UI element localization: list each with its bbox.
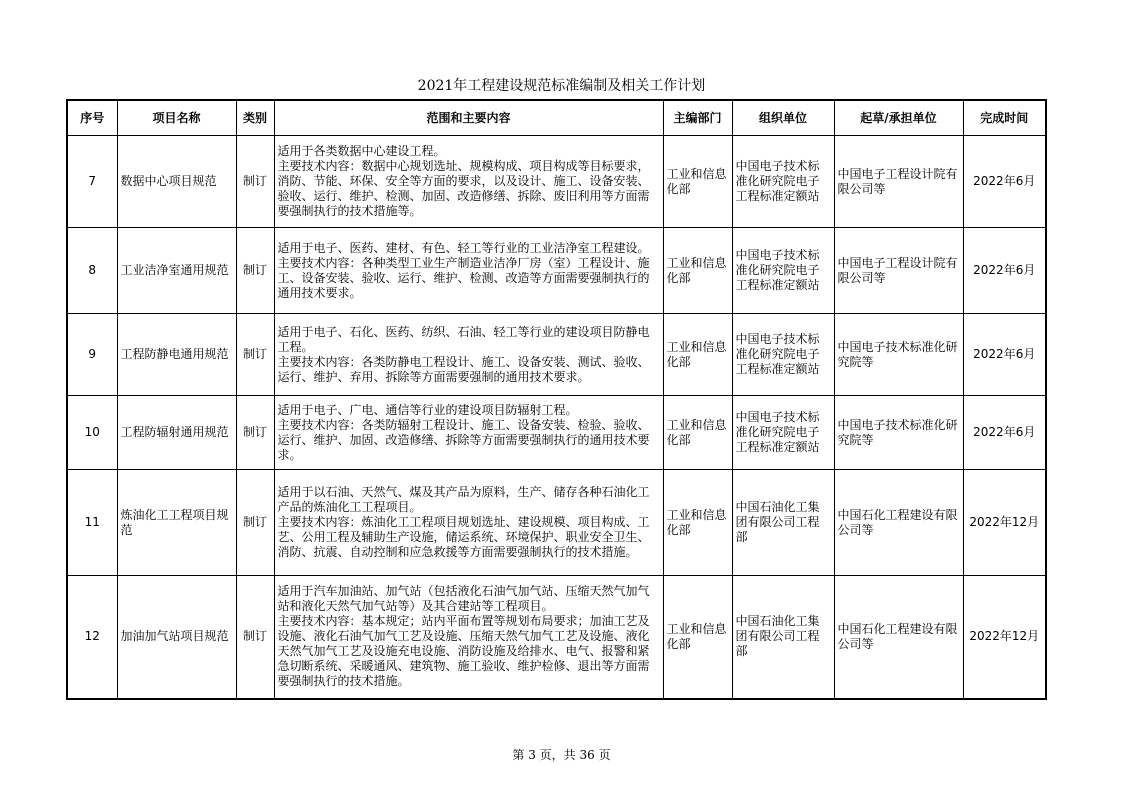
col-header-drafter: 起草/承担单位	[834, 100, 963, 136]
work-plan-table	[66, 99, 1047, 700]
cell-org: 中国电子技术标准化研究院电子工程标准定额站	[732, 228, 834, 314]
col-header-time: 完成时间	[963, 100, 1046, 136]
cell-dept: 工业和信息化部	[663, 470, 732, 576]
cell-seq: 10	[67, 396, 117, 470]
scope-technical-content: 主要技术内容：数据中心规划选址、规模构成、项目构成等目标要求，消防、节能、环保、安全等方面的要求，以及设计、施工、设备安装、验收、运行、维护、检测、加固、改造修缮、拆除、废旧利用等方面需要强制执行的技术措施等。	[277, 159, 650, 218]
cell-name: 工程防辐射通用规范	[117, 396, 236, 470]
col-header-scope: 范围和主要内容	[274, 100, 663, 136]
cell-drafter: 中国电子工程设计院有限公司等	[834, 228, 963, 314]
cell-drafter: 中国石化工程建设有限公司等	[834, 576, 963, 699]
scope-technical-content: 主要技术内容：各类防静电工程设计、施工、设备安装、测试、验收、运行、维护、弃用、拆除等方面需要强制的通用技术要求。	[277, 354, 650, 384]
table-row	[67, 314, 1046, 396]
cell-scope	[274, 228, 663, 314]
cell-org: 中国电子技术标准化研究院电子工程标准定额站	[732, 396, 834, 470]
cell-type: 制订	[236, 136, 274, 228]
page-title: 2021年工程建设规范标准编制及相关工作计划	[417, 78, 706, 94]
cell-org: 中国电子技术标准化研究院电子工程标准定额站	[732, 314, 834, 396]
cell-time: 2022年6月	[963, 396, 1046, 470]
cell-name: 加油加气站项目规范	[117, 576, 236, 699]
cell-seq: 9	[67, 314, 117, 396]
scope-applicability: 适用于汽车加油站、加气站（包括液化石油气加气站、压缩天然气加气站和液化天然气加气站等）及其合建站等工程项目。	[277, 584, 650, 614]
cell-time: 2022年6月	[963, 228, 1046, 314]
cell-dept: 工业和信息化部	[663, 576, 732, 699]
cell-seq: 8	[67, 228, 117, 314]
cell-org: 中国石油化工集团有限公司工程部	[732, 470, 834, 576]
cell-drafter: 中国电子工程设计院有限公司等	[834, 136, 963, 228]
cell-seq: 11	[67, 470, 117, 576]
cell-drafter: 中国电子技术标准化研究院等	[834, 396, 963, 470]
table-row	[67, 470, 1046, 576]
page-number: 第 3 页，共 36 页	[512, 748, 611, 762]
table-row	[67, 396, 1046, 470]
scope-technical-content: 主要技术内容：基本规定；站内平面布置等规划布局要求；加油工艺及设施、液化石油气加气工艺及设施、压缩天然气加气工艺及设施、液化天然气加气工艺及设施充电设施、消防设施及给排水、电气、报警和紧急切断系统、采暖通风、建筑物、施工验收、维护检修、退出等方面需要强制执行的技术措施。	[277, 614, 650, 689]
cell-name: 炼油化工工程项目规范	[117, 470, 236, 576]
scope-technical-content: 主要技术内容：各种类型工业生产制造业洁净厂房（室）工程设计、施工、设备安装、验收、运行、维护、检测、改造等方面需要强制执行的通用技术要求。	[277, 255, 650, 300]
scope-applicability: 适用于电子、医药、建材、有色、轻工等行业的工业洁净室工程建设。	[277, 240, 650, 255]
cell-type: 制订	[236, 576, 274, 699]
cell-seq: 7	[67, 136, 117, 228]
col-header-seq: 序号	[67, 100, 117, 136]
cell-dept: 工业和信息化部	[663, 314, 732, 396]
cell-scope	[274, 576, 663, 699]
cell-type: 制订	[236, 396, 274, 470]
cell-name: 数据中心项目规范	[117, 136, 236, 228]
table-row	[67, 136, 1046, 228]
cell-type: 制订	[236, 314, 274, 396]
cell-name: 工程防静电通用规范	[117, 314, 236, 396]
col-header-type: 类别	[236, 100, 274, 136]
scope-applicability: 适用于各类数据中心建设工程。	[277, 144, 446, 158]
cell-drafter: 中国石化工程建设有限公司等	[834, 470, 963, 576]
cell-type: 制订	[236, 228, 274, 314]
cell-scope	[274, 470, 663, 576]
cell-scope	[274, 396, 663, 470]
scope-applicability: 适用于电子、石化、医药、纺织、石油、轻工等行业的建设项目防静电工程。	[277, 324, 650, 354]
header-row	[67, 100, 1046, 136]
col-header-org: 组织单位	[732, 100, 834, 136]
table-row	[67, 576, 1046, 699]
cell-time: 2022年6月	[963, 136, 1046, 228]
col-header-dept: 主编部门	[663, 100, 732, 136]
cell-time: 2022年12月	[963, 470, 1046, 576]
cell-seq: 12	[67, 576, 117, 699]
scope-applicability: 适用于电子、广电、通信等行业的建设项目防辐射工程。	[277, 402, 578, 417]
cell-dept: 工业和信息化部	[663, 228, 732, 314]
cell-time: 2022年12月	[963, 576, 1046, 699]
cell-name: 工业洁净室通用规范	[117, 228, 236, 314]
scope-technical-content: 主要技术内容：炼油化工工程项目规划选址、建设规模、项目构成、工艺、公用工程及辅助生产设施，储运系统、环境保护、职业安全卫生、消防、抗震、自动控制和应急救援等方面需要强制执行的技术措施。	[277, 515, 650, 559]
cell-drafter: 中国电子技术标准化研究院等	[834, 314, 963, 396]
cell-org: 中国电子技术标准化研究院电子工程标准定额站	[732, 136, 834, 228]
cell-type: 制订	[236, 470, 274, 576]
table-row	[67, 228, 1046, 314]
cell-dept: 工业和信息化部	[663, 396, 732, 470]
scope-technical-content: 主要技术内容：各类防辐射工程设计、施工、设备安装、检验、验收、运行、维护、加固、改造修缮、拆除等方面需要强制执行的通用技术要求。	[277, 417, 650, 462]
cell-time: 2022年6月	[963, 314, 1046, 396]
cell-dept: 工业和信息化部	[663, 136, 732, 228]
cell-org: 中国石油化工集团有限公司工程部	[732, 576, 834, 699]
col-header-name: 项目名称	[117, 100, 236, 136]
cell-scope	[274, 136, 663, 228]
scope-applicability: 适用于以石油、天然气、煤及其产品为原料，生产、储存各种石油化工产品的炼油化工工程项目。	[277, 485, 650, 514]
cell-scope	[274, 314, 663, 396]
